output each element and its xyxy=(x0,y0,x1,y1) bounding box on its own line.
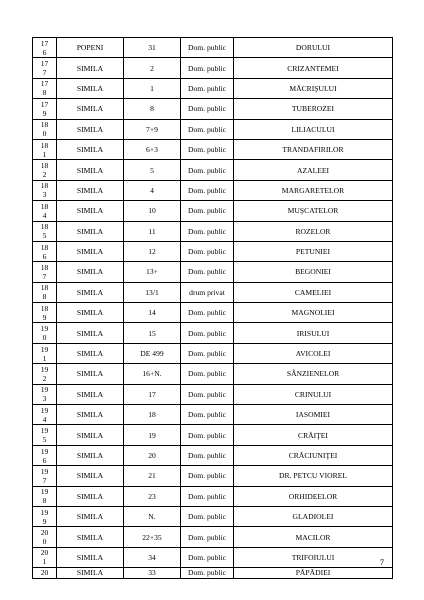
street-name-cell: SÂNZIENELOR xyxy=(234,364,393,384)
house-number-cell: 22+35 xyxy=(124,527,181,547)
house-number-cell: 17 xyxy=(124,384,181,404)
locality-cell: SIMILA xyxy=(57,180,124,200)
row-number-bottom: 9 xyxy=(42,108,47,118)
table-row xyxy=(33,38,393,58)
house-number-cell: 34 xyxy=(124,547,181,567)
house-number-cell: 8 xyxy=(124,99,181,119)
locality-cell: SIMILA xyxy=(57,303,124,323)
table-row xyxy=(33,241,393,261)
row-number-cell xyxy=(33,343,57,363)
street-name-cell: DORULUI xyxy=(234,38,393,58)
status-cell: Dom. public xyxy=(181,466,234,486)
row-number-cell xyxy=(33,221,57,241)
street-register-table xyxy=(32,37,393,579)
house-number-cell: 33 xyxy=(124,568,181,579)
table-row xyxy=(33,58,393,78)
row-number-cell xyxy=(33,466,57,486)
locality-cell: SIMILA xyxy=(57,323,124,343)
row-number-top: 19 xyxy=(40,364,49,374)
row-number-bottom: 5 xyxy=(42,435,47,445)
table-row xyxy=(33,364,393,384)
row-number-bottom: 6 xyxy=(42,251,47,261)
status-cell: Dom. public xyxy=(181,323,234,343)
table-row xyxy=(33,384,393,404)
table-row xyxy=(33,99,393,119)
street-name-cell: CRĂIŢEI xyxy=(234,425,393,445)
street-name-cell: MĂCRIŞULUI xyxy=(234,78,393,98)
row-number-top: 18 xyxy=(40,120,49,130)
street-name-cell: PĂPĂDIEI xyxy=(234,568,393,579)
row-number-bottom: 1 xyxy=(42,353,47,363)
locality-cell: SIMILA xyxy=(57,119,124,139)
status-cell: Dom. public xyxy=(181,58,234,78)
table-row xyxy=(33,568,393,579)
row-number-top: 20 xyxy=(40,528,49,538)
house-number-cell: 6+3 xyxy=(124,139,181,159)
table-row xyxy=(33,486,393,506)
row-number-cell xyxy=(33,364,57,384)
row-number-bottom: 0 xyxy=(42,333,47,343)
status-cell: Dom. public xyxy=(181,241,234,261)
status-cell: Dom. public xyxy=(181,119,234,139)
house-number-cell: 31 xyxy=(124,38,181,58)
table-row xyxy=(33,405,393,425)
locality-cell: SIMILA xyxy=(57,201,124,221)
house-number-cell: 11 xyxy=(124,221,181,241)
table-row xyxy=(33,119,393,139)
table-row xyxy=(33,139,393,159)
street-name-cell: IRISULUI xyxy=(234,323,393,343)
street-name-cell: CRIZANTEMEI xyxy=(234,58,393,78)
locality-cell: SIMILA xyxy=(57,506,124,526)
row-number-cell xyxy=(33,527,57,547)
table-row xyxy=(33,466,393,486)
house-number-cell: 7+9 xyxy=(124,119,181,139)
locality-cell: SIMILA xyxy=(57,425,124,445)
table-row xyxy=(33,547,393,567)
street-name-cell: CRINULUI xyxy=(234,384,393,404)
status-cell: Dom. public xyxy=(181,568,234,579)
row-number-bottom: 4 xyxy=(42,414,47,424)
table-row xyxy=(33,445,393,465)
street-name-cell: GLADIOLEI xyxy=(234,506,393,526)
row-number-bottom: 0 xyxy=(42,537,47,547)
house-number-cell: 19 xyxy=(124,425,181,445)
status-cell: drum privat xyxy=(181,282,234,302)
row-number-bottom: 6 xyxy=(42,455,47,465)
table-row xyxy=(33,78,393,98)
house-number-cell: 23 xyxy=(124,486,181,506)
row-number-top: 19 xyxy=(40,507,49,517)
house-number-cell: 15 xyxy=(124,323,181,343)
status-cell: Dom. public xyxy=(181,364,234,384)
row-number-bottom: 8 xyxy=(42,88,47,98)
row-number-top: 17 xyxy=(40,99,49,109)
house-number-cell: 13/1 xyxy=(124,282,181,302)
row-number-top: 18 xyxy=(40,181,49,191)
house-number-cell: 5 xyxy=(124,160,181,180)
row-number-bottom: 3 xyxy=(42,394,47,404)
status-cell: Dom. public xyxy=(181,99,234,119)
row-number-cell xyxy=(33,506,57,526)
locality-cell: SIMILA xyxy=(57,282,124,302)
table-row xyxy=(33,506,393,526)
status-cell: Dom. public xyxy=(181,405,234,425)
status-cell: Dom. public xyxy=(181,78,234,98)
row-number-bottom: 1 xyxy=(42,149,47,159)
status-cell: Dom. public xyxy=(181,38,234,58)
row-number-cell xyxy=(33,201,57,221)
locality-cell: SIMILA xyxy=(57,527,124,547)
row-number-bottom: 5 xyxy=(42,231,47,241)
locality-cell: SIMILA xyxy=(57,405,124,425)
row-number-top: 18 xyxy=(40,140,49,150)
locality-cell: SIMILA xyxy=(57,221,124,241)
row-number-bottom: 1 xyxy=(42,557,47,567)
locality-cell: SIMILA xyxy=(57,343,124,363)
house-number-cell: 2 xyxy=(124,58,181,78)
row-number-cell xyxy=(33,160,57,180)
locality-cell: SIMILA xyxy=(57,547,124,567)
status-cell: Dom. public xyxy=(181,262,234,282)
locality-cell: SIMILA xyxy=(57,364,124,384)
house-number-cell: 21 xyxy=(124,466,181,486)
row-number-cell xyxy=(33,99,57,119)
row-number-cell xyxy=(33,58,57,78)
row-number-cell xyxy=(33,38,57,58)
row-number-bottom: 4 xyxy=(42,210,47,220)
row-number-cell xyxy=(33,384,57,404)
status-cell: Dom. public xyxy=(181,160,234,180)
house-number-cell: DE 499 xyxy=(124,343,181,363)
row-number-top: 18 xyxy=(40,222,49,232)
locality-cell: SIMILA xyxy=(57,466,124,486)
row-number-cell xyxy=(33,323,57,343)
row-number-bottom: 7 xyxy=(42,68,47,78)
row-number-cell xyxy=(33,568,57,579)
row-number-bottom: 9 xyxy=(42,516,47,526)
row-number-bottom: 7 xyxy=(42,271,47,281)
table-row xyxy=(33,262,393,282)
row-number-top: 19 xyxy=(40,426,49,436)
row-number-top: 19 xyxy=(40,324,49,334)
row-number-top: 18 xyxy=(40,161,49,171)
row-number-bottom: 9 xyxy=(42,312,47,322)
street-name-cell: MARGARETELOR xyxy=(234,180,393,200)
status-cell: Dom. public xyxy=(181,180,234,200)
table-row xyxy=(33,303,393,323)
row-number-bottom: 2 xyxy=(42,373,47,383)
street-name-cell: LILIACULUI xyxy=(234,119,393,139)
table-row xyxy=(33,201,393,221)
row-number-top: 18 xyxy=(40,262,49,272)
row-number-cell xyxy=(33,425,57,445)
status-cell: Dom. public xyxy=(181,303,234,323)
locality-cell: SIMILA xyxy=(57,384,124,404)
house-number-cell: 1 xyxy=(124,78,181,98)
street-name-cell: CRĂCIUNIŢEI xyxy=(234,445,393,465)
street-name-cell: PETUNIEI xyxy=(234,241,393,261)
row-number-cell xyxy=(33,139,57,159)
row-number-top: 18 xyxy=(40,283,49,293)
status-cell: Dom. public xyxy=(181,486,234,506)
table-row xyxy=(33,221,393,241)
table-body xyxy=(33,38,393,579)
row-number-top: 19 xyxy=(40,385,49,395)
locality-cell: SIMILA xyxy=(57,78,124,98)
status-cell: Dom. public xyxy=(181,201,234,221)
house-number-cell: 12 xyxy=(124,241,181,261)
row-number-cell xyxy=(33,405,57,425)
house-number-cell: 18 xyxy=(124,405,181,425)
table-row xyxy=(33,323,393,343)
row-number-bottom: 8 xyxy=(42,496,47,506)
table-row xyxy=(33,282,393,302)
row-number-top: 19 xyxy=(40,344,49,354)
row-number-top: 19 xyxy=(40,466,49,476)
locality-cell: SIMILA xyxy=(57,58,124,78)
status-cell: Dom. public xyxy=(181,384,234,404)
street-name-cell: ORHIDEELOR xyxy=(234,486,393,506)
row-number-cell xyxy=(33,180,57,200)
locality-cell: SIMILA xyxy=(57,241,124,261)
row-number-top: 17 xyxy=(40,38,49,48)
row-number-cell xyxy=(33,262,57,282)
street-name-cell: MUŞCATELOR xyxy=(234,201,393,221)
table-row xyxy=(33,527,393,547)
street-name-cell: DR. PETCU VIOREL xyxy=(234,466,393,486)
locality-cell: SIMILA xyxy=(57,262,124,282)
status-cell: Dom. public xyxy=(181,527,234,547)
row-number-top: 20 xyxy=(40,548,49,558)
table-row xyxy=(33,160,393,180)
house-number-cell: 14 xyxy=(124,303,181,323)
status-cell: Dom. public xyxy=(181,139,234,159)
row-number-bottom: 2 xyxy=(42,170,47,180)
street-name-cell: TUBEROZEI xyxy=(234,99,393,119)
row-number-bottom: 0 xyxy=(42,129,47,139)
row-number-top: 18 xyxy=(40,242,49,252)
street-name-cell: IASOMIEI xyxy=(234,405,393,425)
locality-cell: SIMILA xyxy=(57,568,124,579)
street-name-cell: TRANDAFIRILOR xyxy=(234,139,393,159)
page-number: 7 xyxy=(380,558,384,567)
row-number-bottom: 3 xyxy=(42,190,47,200)
status-cell: Dom. public xyxy=(181,547,234,567)
row-number-cell xyxy=(33,445,57,465)
house-number-cell: 4 xyxy=(124,180,181,200)
street-name-cell: CAMELIEI xyxy=(234,282,393,302)
row-number-cell xyxy=(33,241,57,261)
row-number-top: 17 xyxy=(40,79,49,89)
house-number-cell: 13+ xyxy=(124,262,181,282)
table-row xyxy=(33,425,393,445)
row-number-cell xyxy=(33,303,57,323)
row-number-top: 18 xyxy=(40,201,49,211)
status-cell: Dom. public xyxy=(181,425,234,445)
house-number-cell: N. xyxy=(124,506,181,526)
house-number-cell: 10 xyxy=(124,201,181,221)
locality-cell: SIMILA xyxy=(57,99,124,119)
locality-cell: SIMILA xyxy=(57,160,124,180)
status-cell: Dom. public xyxy=(181,445,234,465)
street-name-cell: ROZELOR xyxy=(234,221,393,241)
status-cell: Dom. public xyxy=(181,506,234,526)
street-name-cell: MACILOR xyxy=(234,527,393,547)
locality-cell: SIMILA xyxy=(57,486,124,506)
status-cell: Dom. public xyxy=(181,343,234,363)
status-cell: Dom. public xyxy=(181,221,234,241)
table-row xyxy=(33,343,393,363)
row-number-cell xyxy=(33,282,57,302)
table-row xyxy=(33,180,393,200)
locality-cell: POPENI xyxy=(57,38,124,58)
row-number-bottom: 7 xyxy=(42,475,47,485)
row-number-top: 17 xyxy=(40,59,49,69)
street-name-cell: TRIFOIULUI xyxy=(234,547,393,567)
locality-cell: SIMILA xyxy=(57,139,124,159)
row-number-cell xyxy=(33,78,57,98)
street-name-cell: AVICOLEI xyxy=(234,343,393,363)
row-number-top: 19 xyxy=(40,405,49,415)
street-name-cell: MAGNOLIEI xyxy=(234,303,393,323)
street-name-cell: BEGONIEI xyxy=(234,262,393,282)
row-number-cell xyxy=(33,547,57,567)
row-number-cell xyxy=(33,119,57,139)
row-number-bottom: 6 xyxy=(42,47,47,57)
row-number-cell xyxy=(33,486,57,506)
row-number-top: 19 xyxy=(40,446,49,456)
row-number-bottom: 8 xyxy=(42,292,47,302)
street-name-cell: AZALEEI xyxy=(234,160,393,180)
locality-cell: SIMILA xyxy=(57,445,124,465)
row-number-top: 20 xyxy=(40,568,49,578)
house-number-cell: 16+N. xyxy=(124,364,181,384)
row-number-top: 19 xyxy=(40,487,49,497)
row-number-top: 18 xyxy=(40,303,49,313)
house-number-cell: 20 xyxy=(124,445,181,465)
